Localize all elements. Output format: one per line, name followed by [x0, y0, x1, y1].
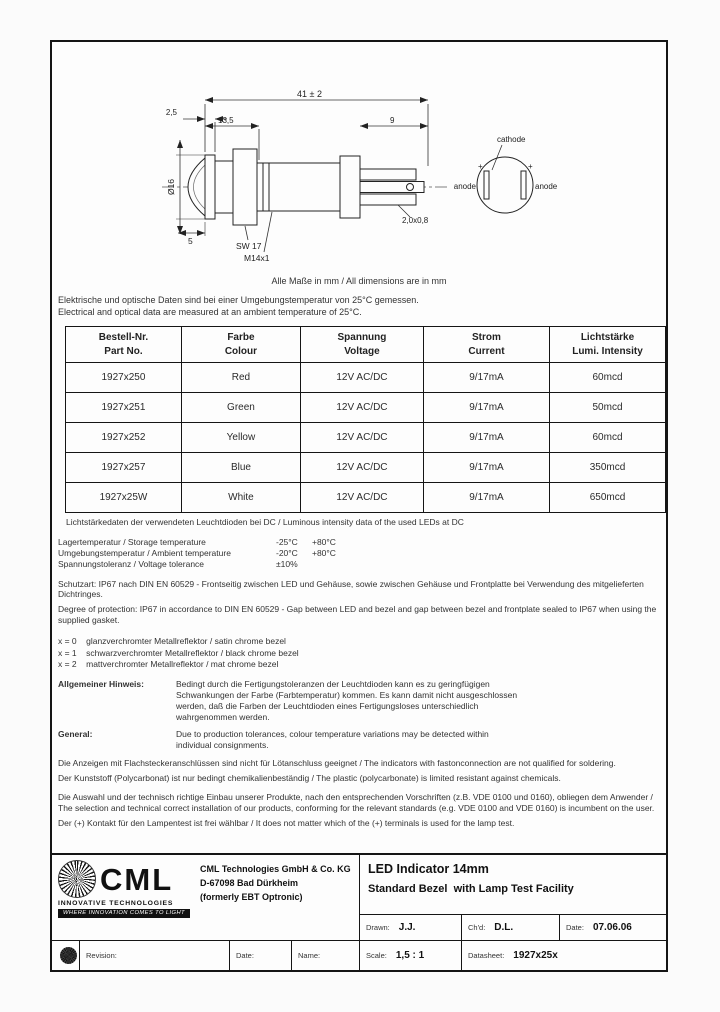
cell-intensity: 350mcd — [550, 453, 666, 483]
dim-wrench: SW 17 — [236, 241, 262, 251]
dim-faston: 2,0x0,8 — [402, 216, 429, 225]
scale-cell — [360, 941, 462, 970]
cml-logo — [52, 855, 194, 940]
condition-value: ±10% — [276, 559, 298, 570]
condition-row — [58, 537, 666, 548]
general-note-en — [58, 729, 658, 751]
title-line-1: LED Indicator 14mm — [368, 862, 489, 876]
cell-voltage: 12V AC/DC — [300, 423, 423, 453]
connector-view — [477, 145, 533, 213]
general-note-label-de: Allgemeiner Hinweis: — [58, 679, 144, 690]
cell-colour: Green — [181, 393, 300, 423]
condition-label: Spannungstoleranz / Voltage tolerance — [58, 559, 205, 570]
projection-symbol-icon — [60, 947, 77, 964]
cell-intensity: 60mcd — [550, 423, 666, 453]
name-cell — [292, 941, 360, 970]
operating-conditions — [58, 537, 666, 570]
drawing-frame — [50, 40, 668, 972]
datasheet-cell — [462, 941, 666, 970]
cml-sunburst-icon — [58, 860, 96, 898]
general-note-de — [58, 679, 658, 723]
cell-voltage: 12V AC/DC — [300, 363, 423, 393]
cell-part-no: 1927x25W — [66, 483, 182, 513]
dim-lens: 5 — [188, 236, 193, 246]
anode-right-label: anode — [535, 182, 558, 191]
cell-current: 9/17mA — [423, 393, 549, 423]
standards-note: Die Auswahl und der technisch richtige Einbau unserer Produkte, nach den entsprechenden Vorschriften (z.B. VDE 0100 und 0160), obliegen dem Anwender / The selection and technical correct installation of our products, conforming for the relevant standards (e.g. VDE 0100 and VDE 0160) is incumbent on the user. — [58, 792, 655, 814]
spec-table — [65, 326, 666, 513]
condition-value: -25°C +80°C — [276, 537, 336, 548]
table-row — [66, 423, 666, 453]
bezel-variant-2: x = 2 mattverchromter Metallreflektor / mat chrome bezel — [58, 659, 279, 670]
cell-part-no: 1927x257 — [66, 453, 182, 483]
table-row — [66, 483, 666, 513]
revision-label: Revision: — [86, 951, 117, 960]
condition-value: -20°C +80°C — [276, 548, 336, 559]
cell-voltage: 12V AC/DC — [300, 393, 423, 423]
checked-value: D.L. — [494, 922, 514, 933]
drawn-label: Drawn: — [366, 923, 390, 932]
date-label: Date: — [566, 923, 584, 932]
cell-intensity: 650mcd — [550, 483, 666, 513]
general-note-text-en: Due to production tolerances, colour temperature variations may be detected within individual consignments. — [176, 728, 489, 750]
dim-diameter: Ø16 — [166, 178, 176, 196]
col-header-intensity: Lichtstärke Lumi. Intensity — [550, 327, 666, 363]
cell-part-no: 1927x251 — [66, 393, 182, 423]
cell-voltage: 12V AC/DC — [300, 483, 423, 513]
cell-colour: Blue — [181, 453, 300, 483]
drawn-value: J.J. — [398, 922, 416, 933]
title-block — [52, 853, 666, 970]
bezel-variants — [58, 636, 666, 671]
condition-label: Umgebungstemperatur / Ambient temperature — [58, 548, 231, 559]
dim-body: 13,5 — [218, 116, 234, 125]
cell-colour: Red — [181, 363, 300, 393]
measurement-note-en: Electrical and optical data are measured at an ambient temperature of 25°C. — [58, 306, 362, 317]
cml-logo-tagline: WHERE INNOVATION COMES TO LIGHT — [58, 909, 190, 918]
side-view — [162, 149, 447, 225]
date-value: 07.06.06 — [592, 922, 632, 933]
plastic-note: Der Kunststoff (Polycarbonat) ist nur bedingt chemikalienbeständig / The plastic (polycarbonate) is limited resistant against chemicals. — [58, 773, 561, 784]
datasheet-label: Datasheet: — [468, 951, 505, 960]
cell-current: 9/17mA — [423, 363, 549, 393]
cell-current: 9/17mA — [423, 423, 549, 453]
cell-part-no: 1927x252 — [66, 423, 182, 453]
bezel-variant-1: x = 1 schwarzverchromter Metallreflektor / black chrome bezel — [58, 647, 299, 658]
cml-logo-subtitle: INNOVATIVE TECHNOLOGIES — [58, 900, 174, 907]
table-footnote: Lichtstärkedaten der verwendeten Leuchtdioden bei DC / Luminous intensity data of the used LEDs at DC — [66, 517, 464, 528]
anode-left-label: anode — [453, 182, 476, 191]
company-address — [194, 855, 359, 940]
cell-intensity: 60mcd — [550, 363, 666, 393]
cell-colour: Yellow — [181, 423, 300, 453]
date-cell — [560, 915, 666, 940]
dim-thread: M14x1 — [244, 253, 270, 263]
company-block — [52, 855, 360, 940]
company-city: D-67098 Bad Dürkheim — [200, 877, 299, 888]
condition-row — [58, 548, 666, 559]
drawn-cell — [360, 915, 462, 940]
dim-terminal: 9 — [390, 116, 395, 125]
cell-intensity: 50mcd — [550, 393, 666, 423]
header-row — [66, 327, 666, 363]
faston-note: Die Anzeigen mit Flachsteckeranschlüssen sind nicht für Lötanschluss geeignet / The indicators with fastonconnection are not qualified for soldering. — [58, 758, 616, 769]
cell-colour: White — [181, 483, 300, 513]
cathode-label: cathode — [497, 135, 526, 144]
projection-cell — [52, 941, 80, 970]
checked-label: Ch'd: — [468, 923, 486, 932]
dim-flange: 2,5 — [165, 108, 177, 117]
condition-row — [58, 559, 666, 570]
title-line-2: Standard Bezel with Lamp Test Facility — [368, 883, 574, 895]
table-row — [66, 363, 666, 393]
date2-cell — [230, 941, 292, 970]
technical-drawing — [52, 86, 668, 266]
cell-voltage: 12V AC/DC — [300, 453, 423, 483]
lamp-test-note: Der (+) Kontakt für den Lampentest ist frei wählbar / It does not matter which of the (+) terminals is used for the lamp test. — [58, 817, 515, 828]
measurement-note-de: Elektrische und optische Daten sind bei einer Umgebungstemperatur von 25°C gemessen. — [58, 295, 419, 305]
cell-part-no: 1927x250 — [66, 363, 182, 393]
checked-cell — [462, 915, 560, 940]
dimensions-note: Alle Maße in mm / All dimensions are in mm — [271, 276, 447, 286]
col-header-colour: Farbe Colour — [181, 327, 300, 363]
cml-logo-text: CML — [100, 861, 174, 897]
col-header-current: Strom Current — [423, 327, 549, 363]
col-header-part-no: Bestell-Nr. Part No. — [66, 327, 182, 363]
revision-cell — [80, 941, 230, 970]
general-note-label-en: General: — [58, 728, 93, 739]
protection-note-en: Degree of protection: IP67 in accordance to DIN EN 60529 - Gap between LED and bezel and gap between bezel and frontplate sealed to IP67 when using the supplied gasket. — [58, 604, 657, 626]
cell-current: 9/17mA — [423, 483, 549, 513]
general-note-text-de: Bedingt durch die Fertigungstoleranzen der Leuchtdioden kann es zu geringfügigen Schwankungen der Farbe (Farbtemperatur) kommen. Es kann damit nicht ausgeschlossen werden, daß die Farben der Leuchtdioden eines Fertigungsloses unterschiedlich wahrgenommen werden. — [176, 679, 518, 722]
plus-right-label: + — [528, 162, 533, 171]
condition-label: Lagertemperatur / Storage temperature — [58, 537, 206, 548]
company-name: CML Technologies GmbH & Co. KG — [200, 864, 351, 874]
scale-label: Scale: — [366, 951, 387, 960]
plus-left-label: + — [478, 162, 483, 171]
table-row — [66, 453, 666, 483]
scale-value: 1,5 : 1 — [395, 950, 425, 961]
measurement-conditions — [58, 295, 666, 318]
name-label: Name: — [298, 951, 321, 960]
company-formerly: (formerly EBT Optronic) — [200, 891, 303, 902]
date2-label: Date: — [236, 951, 254, 960]
col-header-voltage: Spannung Voltage — [300, 327, 423, 363]
protection-note-de: Schutzart: IP67 nach DIN EN 60529 - Frontseitig zwischen LED und Gehäuse, sowie zwischen Gehäuse und Frontplatte bei Verwendung des mitgelieferten Dichtringes. — [58, 578, 644, 600]
dim-total-length: 41 ± 2 — [297, 89, 322, 99]
datasheet-value: 1927x25x — [513, 950, 558, 961]
cell-current: 9/17mA — [423, 453, 549, 483]
bezel-variant-0: x = 0 glanzverchromter Metallreflektor / satin chrome bezel — [58, 636, 286, 647]
table-row — [66, 393, 666, 423]
document-title — [360, 855, 666, 915]
